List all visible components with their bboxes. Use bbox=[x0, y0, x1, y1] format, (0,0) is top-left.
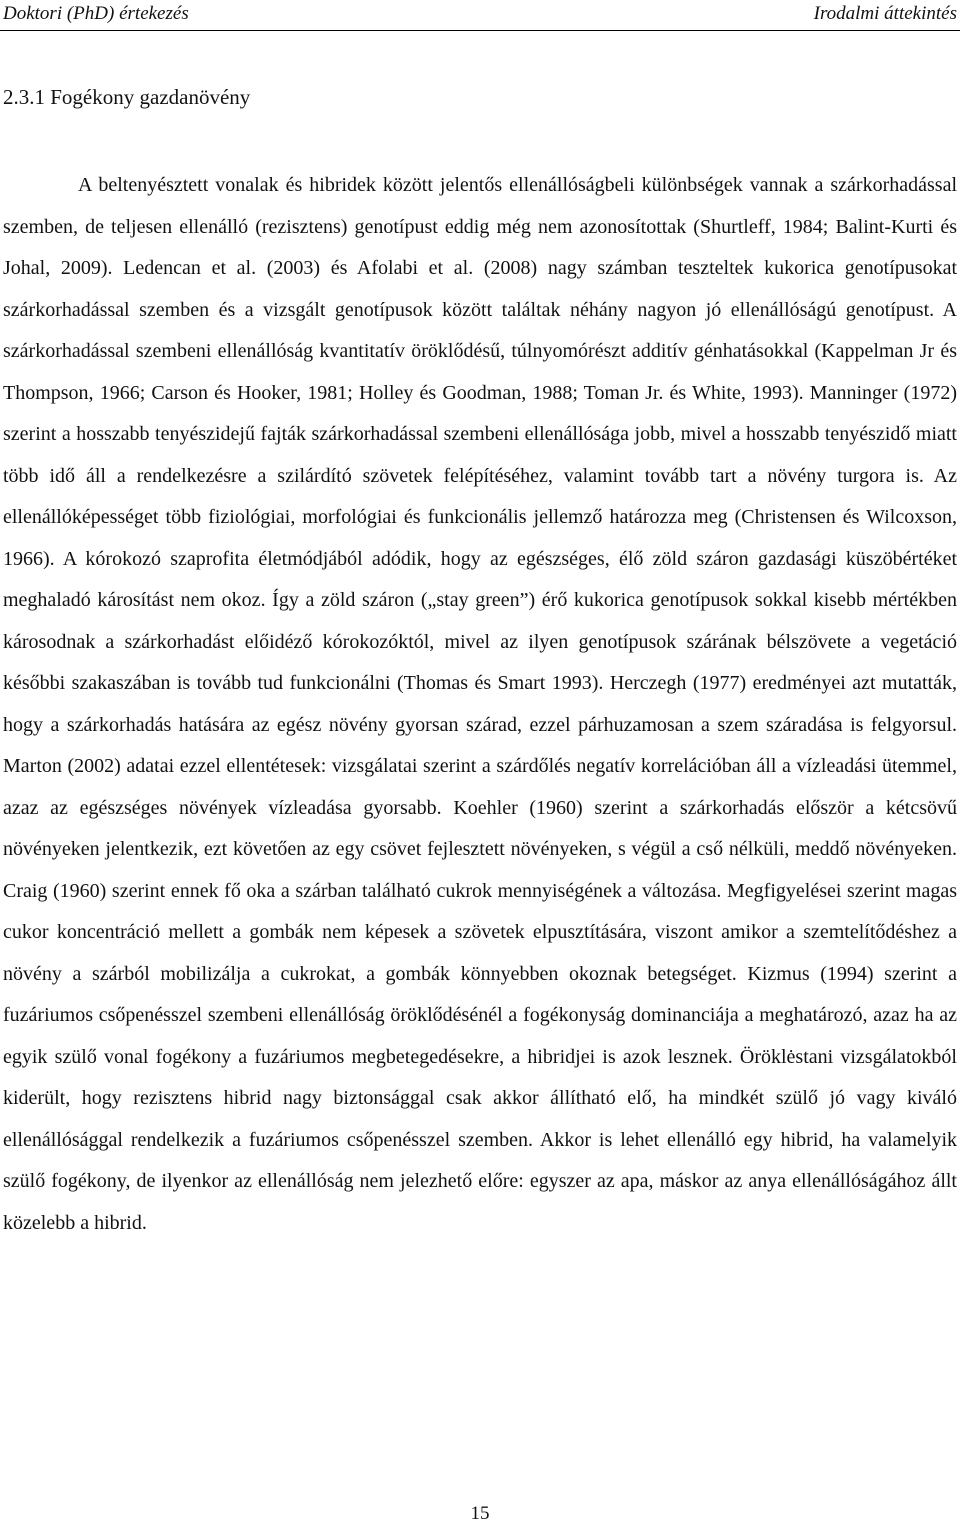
section-title: 2.3.1 Fogékony gazdanövény bbox=[3, 85, 251, 109]
body-paragraph: A beltenyésztett vonalak és hibridek között jelentős ellenállóságbeli különbségek vannak a szárkorhadással szemben, de teljesen ellenálló (rezisztens) genotípust eddig még nem azonosítottak (Shurtleff, 1984; Balint-Kurti és Johal, 2009). Ledencan et al. (2003) és Afolabi et al. (2008) nagy számban teszteltek kukorica genotípusokat szárkorhadással szemben és a vizsgált genotípusok között találtak néhány nagyon jó ellenállóságú genotípust. A szárkorhadással szembeni ellenállóság kvantitatív öröklődésű, túlnyomórészt additív génhatásokkal (Kappelman Jr és Thompson, 1966; Carson és Hooker, 1981; Holley és Goodman, 1988; Toman Jr. és White, 1993). Manninger (1972) szerint a hosszabb tenyészidejű fajták szárkorhadással szembeni ellenállósága jobb, mivel a hosszabb tenyészidő miatt több idő áll a rendelkezésre a szilárdító szövetek felépítéséhez, valamint tovább tart a növény turgora is. Az ellenállóképességet több fiziológiai, morfológiai és funkcionális jellemző határozza meg (Christensen és Wilcoxson, 1966). A kórokozó szaprofita életmódjából adódik, hogy az egészséges, élő zöld száron gazdasági küszöbértéket meghaladó károsítást nem okoz. Így a zöld száron („stay green”) érő kukorica genotípusok sokkal kisebb mértékben károsodnak a szárkorhadást előidéző kórokozóktól, mivel az ilyen genotípusok szárának bélszövete a vegetáció későbbi szakaszában is tovább tud funkcionálni (Thomas és Smart 1993). Herczegh (1977) eredményei azt mutatták, hogy a szárkorhadás hatására az egész növény gyorsan szárad, ezzel párhuzamosan a szem száradása is felgyorsul. Marton (2002) adatai ezzel ellentétesek: vizsgálatai szerint a szárdőlés negatív korrelációban áll a vízleadási ütemmel, azaz az egészséges növények vízleadása gyorsabb. Koehler (1960) szerint a szárkorhadás először a kétcsövű növényeken jelentkezik, ezt követően az egy csövet fejlesztett növényeken, s végül a cső nélküli, meddő növényeken. Craig (1960) szerint ennek fő oka a szárban található cukrok mennyiségének a változása. Megfigyelései szerint magas cukor koncentráció mellett a gombák nem képesek a szövetek elpusztítására, viszont amikor a szemtelítődéshez a növény a szárból mobilizálja a cukrokat, a gombák könnyebben okoznak betegséget. Kizmus (1994) szerint a fuzáriumos csőpenésszel szembeni ellenállóság öröklődésénél a fogékonyság dominanciája a meghatározó, azaz ha az egyik szülő vonal fogékony a fuzáriumos megbetegedésekre, a hibridjei is azok lesznek. Öröklėstani vizsgálatokból kiderült, hogy rezisztens hibrid nagy biztonsággal csak akkor állítható elő, ha mindkét szülő jó vagy kiváló ellenállósággal rendelkezik a fuzáriumos csőpenésszel szemben. Akkor is lehet ellenálló egy hibrid, ha valamelyik szülő fogékony, de ilyenkor az ellenállóság nem jelezhető előre: egyszer az apa, máskor az anya ellenállóságához állt közelebb a hibrid. bbox=[3, 174, 957, 1234]
header-document-type: Doktori (PhD) értekezés bbox=[3, 3, 189, 24]
header-chapter-name: Irodalmi áttekintés bbox=[813, 3, 957, 24]
page-header bbox=[0, 0, 960, 31]
page-number: 15 bbox=[470, 1503, 490, 1524]
